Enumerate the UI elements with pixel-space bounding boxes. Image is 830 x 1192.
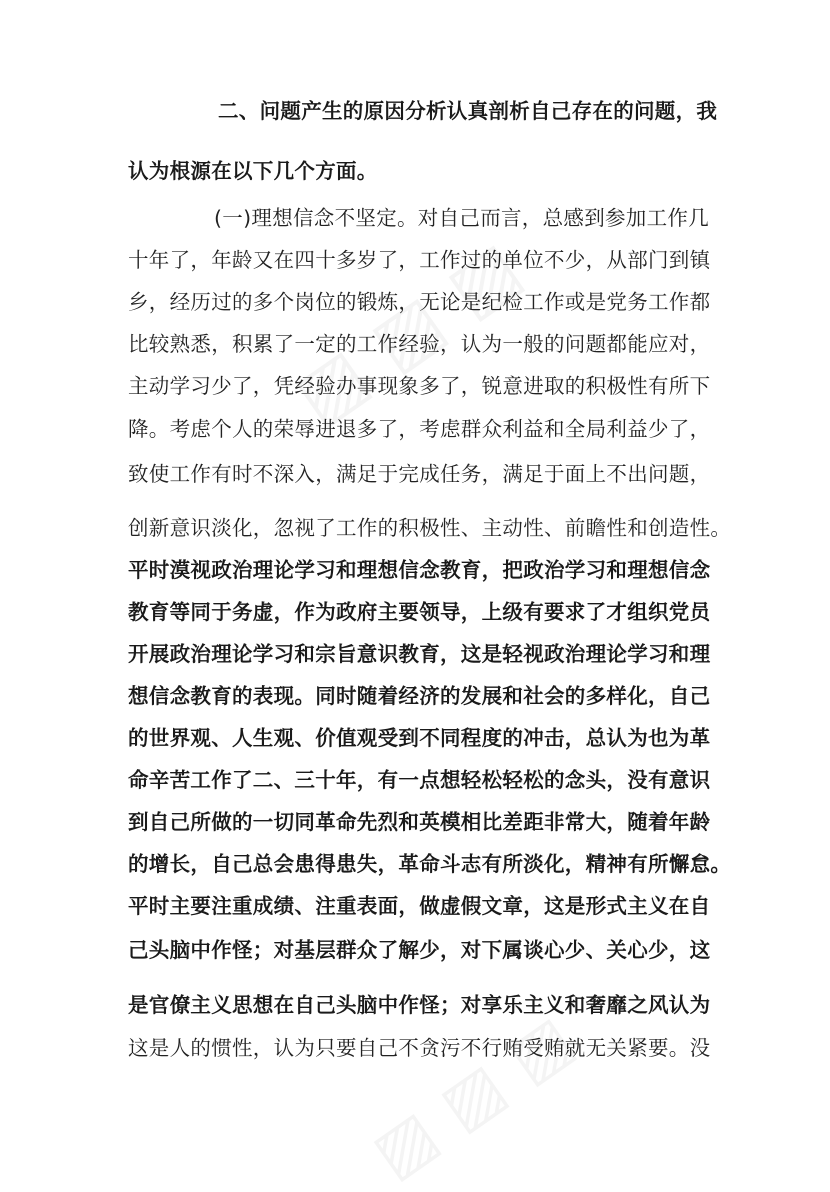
paragraph-line: 主动学习少了，凭经验办事现象多了，锐意进取的积极性有所下 xyxy=(128,374,711,398)
paragraph-line-bold: 己头脑中作怪；对基层群众了解少，对下属谈心少、关心少，这 xyxy=(128,938,711,962)
paragraph-line-bold: 命辛苦工作了二、三十年，有一点想轻松轻松的念头，没有意识 xyxy=(128,768,711,792)
paragraph-line: 十年了，年龄又在四十多岁了，工作过的单位不少，从部门到镇 xyxy=(128,248,711,272)
paragraph-line-bold: 开展政治理论学习和宗旨意识教育，这是轻视政治理论学习和理 xyxy=(128,642,711,666)
paragraph-line-bold: 平时主要注重成绩、注重表面，做虚假文章，这是形式主义在自 xyxy=(128,894,711,918)
paragraph-line: (一)理想信念不坚定。对自己而言，总感到参加工作几 xyxy=(214,206,709,230)
paragraph-line-bold: 到自己所做的一切同革命先烈和英模相比差距非常大，随着年龄 xyxy=(128,810,711,834)
section-heading-line-1: 二、问题产生的原因分析认真剖析自己存在的问题，我 xyxy=(218,99,718,123)
watermark-mark xyxy=(359,1002,587,1192)
paragraph-line-bold: 教育等同于务虚，作为政府主要领导，上级有要求了才组织党员 xyxy=(128,600,711,624)
paragraph-line: 致使工作有时不深入，满足于完成任务，满足于面上不出问题， xyxy=(128,462,711,486)
paragraph-line: 创新意识淡化，忽视了工作的积极性、主动性、前瞻性和创造性。 xyxy=(128,516,732,540)
paragraph-line-bold: 想信念教育的表现。同时随着经济的发展和社会的多样化，自己 xyxy=(128,684,711,708)
paragraph-line: 降。考虑个人的荣辱进退多了，考虑群众利益和全局利益少了， xyxy=(128,417,711,441)
paragraph-line-bold: 是官僚主义思想在自己头脑中作怪；对享乐主义和奢靡之风认为 xyxy=(128,993,711,1017)
paragraph-line-bold: 的增长，自己总会患得患失，革命斗志有所淡化，精神有所懈怠。 xyxy=(128,852,732,876)
paragraph-line-bold: 平时漠视政治理论学习和理想信念教育，把政治学习和理想信念 xyxy=(128,558,711,582)
paragraph-line-bold: 的世界观、人生观、价值观受到不同程度的冲击，总认为也为革 xyxy=(128,726,711,750)
paragraph-line: 这是人的惯性，认为只要自己不贪污不行贿受贿就无关紧要。没 xyxy=(128,1036,711,1060)
paragraph-line: 乡，经历过的多个岗位的锻炼，无论是纪检工作或是党务工作都 xyxy=(128,290,711,314)
section-heading-line-2: 认为根源在以下几个方面。 xyxy=(128,159,378,183)
paragraph-line: 比较熟悉，积累了一定的工作经验，认为一般的问题都能应对， xyxy=(128,332,711,356)
